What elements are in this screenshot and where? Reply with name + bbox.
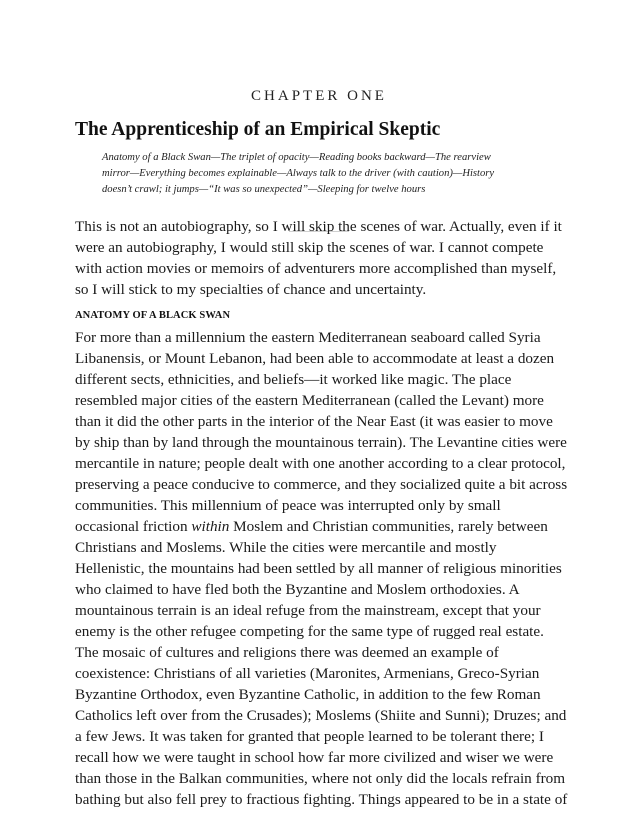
paragraph-line: enemy is the other refugee competing for the same type of rugged real estate. <box>75 623 544 640</box>
paragraph-line: coexistence: Christians of all varieties (Maronites, Armenians, Greco-Syrian <box>75 665 540 682</box>
emphasis-text: within <box>191 518 230 535</box>
paragraph-line: mercantile in nature; people dealt with one another according to a clear protocol, <box>75 455 566 472</box>
epigraph-line: mirror—Everything becomes explainable—Always talk to the driver (with caution)—History <box>102 168 495 179</box>
paragraph-line: mountainous terrain is an ideal refuge from the mainstream, except that your <box>75 602 541 619</box>
paragraph-line: preserving a peace conducive to commerce, and they socialized quite a bit across <box>75 476 568 493</box>
paragraph-line: This is not an autobiography, so I will skip the scenes of war. Actually, even if it <box>75 218 562 235</box>
paragraph-line: communities. This millennium of peace was interrupted only by small <box>75 497 501 514</box>
line-text: occasional friction <box>75 518 192 535</box>
paragraph-line: bathing but also fell prey to fractious fighting. Things appeared to be in a state of <box>75 791 568 808</box>
line-text: Moslem and Christian communities, rarely between <box>229 518 548 535</box>
paragraph-line: a few Jews. It was taken for granted that people learned to be tolerant there; I <box>75 728 544 745</box>
paragraph-line: For more than a millennium the eastern Mediterranean seaboard called Syria <box>75 329 541 346</box>
paragraph-line: Hellenistic, the mountains had been settled by all manner of religious minorities <box>75 560 562 577</box>
paragraph-line: resembled major cities of the eastern Mediterranean (called the Levant) more <box>75 392 544 409</box>
paragraph-line: with action movies or memoirs of adventurers more accomplished than myself, <box>75 260 557 277</box>
paragraph-line: than it did the other parts in the interior of the Near East (it was easier to move <box>75 413 553 430</box>
intro-paragraph <box>75 216 575 300</box>
paragraph-line: were an autobiography, I would still skip the scenes of war. I cannot compete <box>75 239 544 256</box>
paragraph-line: Catholics left over from the Crusades); Moslems (Shiite and Sunni); Druzes; and <box>75 707 567 724</box>
paragraph-line: different sects, ethnicities, and beliefs—it worked like magic. The place <box>75 371 512 388</box>
paragraph-line: Byzantine Orthodox, even Byzantine Catholic, in addition to the few Roman <box>75 686 541 703</box>
chapter-label: CHAPTER ONE <box>251 88 387 104</box>
paragraph-line: Christians and Moslems. While the cities were mercantile and mostly <box>75 539 497 556</box>
paragraph-line: by ship than by land through the mountainous terrain). The Levantine cities were <box>75 434 567 451</box>
paragraph-line: recall how we were taught in school how far more civilized and wiser we were <box>75 749 554 766</box>
paragraph-line: so I will stick to my specialties of chance and uncertainty. <box>75 281 427 298</box>
chapter-epigraph <box>102 150 542 198</box>
section-heading: ANATOMY OF A BLACK SWAN <box>75 310 231 321</box>
body-paragraph <box>75 327 575 810</box>
epigraph-line: Anatomy of a Black Swan—The triplet of opacity—Reading books backward—The rearview <box>102 152 491 163</box>
chapter-title: The Apprenticeship of an Empirical Skeptic <box>75 119 441 140</box>
paragraph-line: who claimed to have fled both the Byzantine and Moslem orthodoxies. A <box>75 581 520 598</box>
paragraph-line: The mosaic of cultures and religions there was deemed an example of <box>75 644 499 661</box>
epigraph-line: doesn’t crawl; it jumps—“It was so unexpected”—Sleeping for twelve hours <box>102 184 426 195</box>
paragraph-line <box>75 516 575 537</box>
paragraph-line: than those in the Balkan communities, where not only did the locals refrain from <box>75 770 566 787</box>
paragraph-line: Libanensis, or Mount Lebanon, had been able to accommodate at least a dozen <box>75 350 555 367</box>
